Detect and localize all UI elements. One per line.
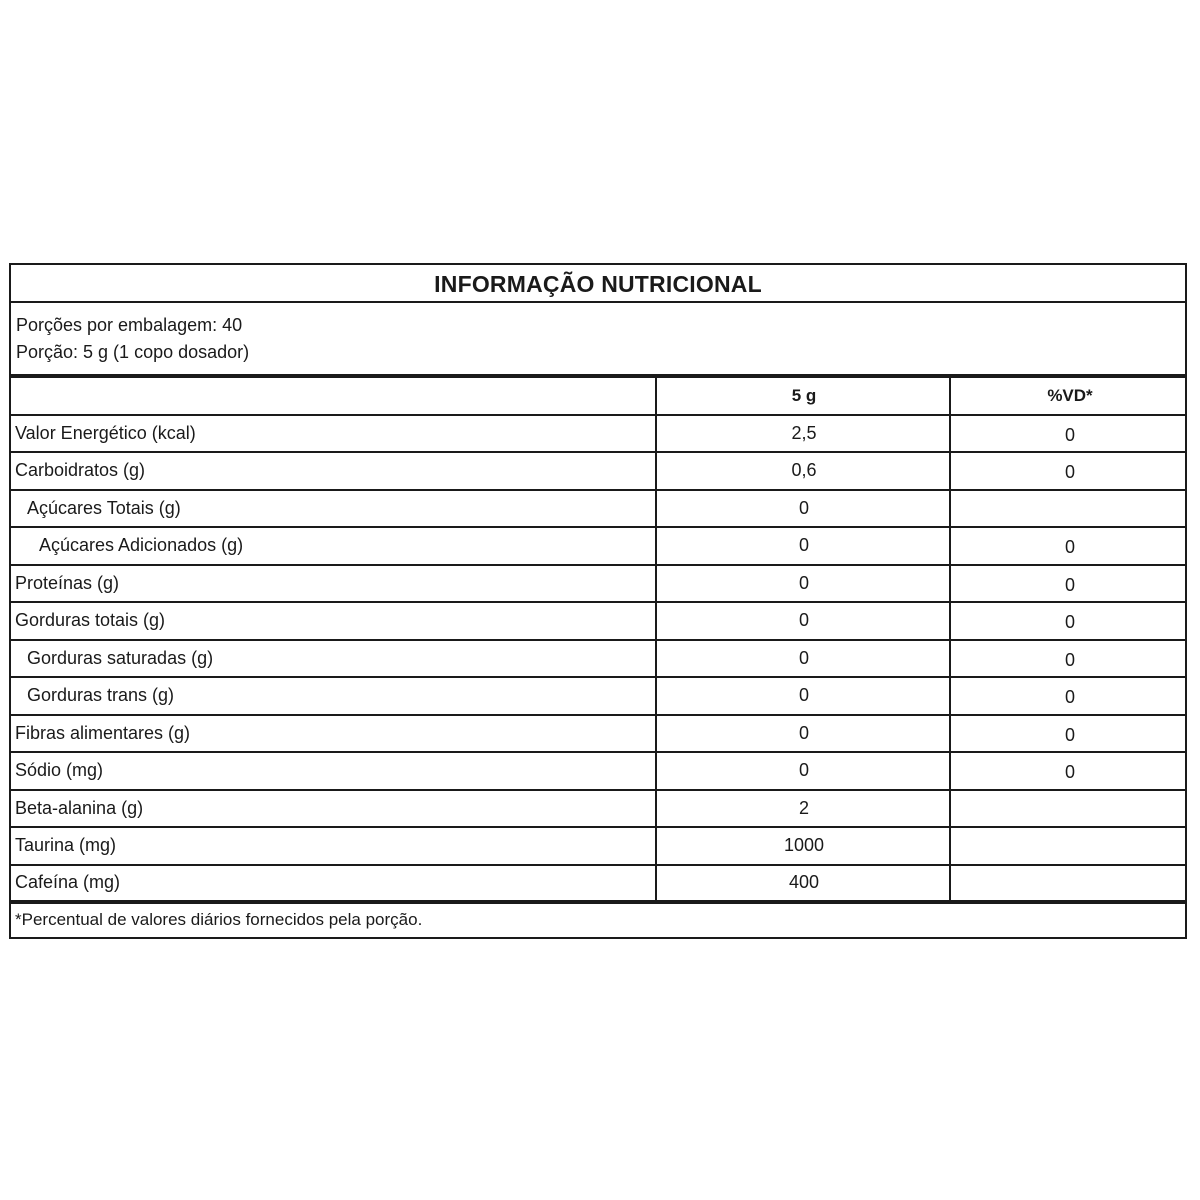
header-nutrient (11, 378, 657, 414)
nutrient-amount: 0 (659, 716, 951, 752)
nutrient-name: Proteínas (g) (11, 566, 657, 602)
nutrient-daily-value: 0 (1064, 687, 1075, 708)
table-row (11, 603, 1185, 641)
panel-title: INFORMAÇÃO NUTRICIONAL (11, 265, 1185, 303)
serving-size: Porção: 5 g (1 copo dosador) (16, 342, 250, 362)
nutrient-amount: 2 (659, 791, 951, 827)
nutrient-amount: 0 (659, 678, 951, 714)
nutrient-amount: 0 (659, 753, 951, 789)
table-row (11, 416, 1185, 454)
nutrient-amount: 0 (659, 528, 951, 564)
nutrient-name: Valor Energético (kcal) (11, 416, 657, 452)
nutrition-table (11, 378, 1185, 904)
nutrient-amount: 0 (659, 566, 951, 602)
header-daily-value: %VD* (1047, 385, 1093, 405)
table-row (11, 491, 1185, 529)
table-row (11, 453, 1185, 491)
portion-info (11, 303, 1185, 378)
table-row (11, 678, 1185, 716)
nutrient-amount: 0 (659, 603, 951, 639)
nutrient-daily-value: 0 (1064, 574, 1075, 595)
servings-per-package: Porções por embalagem: 40 (16, 315, 243, 335)
nutrient-name: Açúcares Adicionados (g) (11, 528, 657, 564)
nutrient-name: Gorduras saturadas (g) (11, 641, 657, 677)
nutrient-amount: 1000 (659, 828, 951, 864)
nutrient-name: Beta-alanina (g) (11, 791, 657, 827)
nutrient-daily-value: 0 (1064, 612, 1075, 633)
nutrition-facts-panel (9, 263, 1187, 939)
table-row (11, 528, 1185, 566)
nutrient-name: Açúcares Totais (g) (11, 491, 657, 527)
nutrient-name: Gorduras totais (g) (11, 603, 657, 639)
nutrient-daily-value: 0 (1064, 537, 1075, 558)
table-row (11, 791, 1185, 829)
nutrient-amount: 400 (659, 866, 951, 900)
table-row (11, 753, 1185, 791)
nutrient-name: Sódio (mg) (11, 753, 657, 789)
table-header-row (11, 378, 1185, 416)
nutrient-daily-value: 0 (1064, 762, 1075, 783)
nutrient-daily-value: 0 (1064, 649, 1075, 670)
nutrient-daily-value (953, 791, 1187, 827)
nutrient-daily-value: 0 (1064, 424, 1075, 445)
nutrient-daily-value: 0 (1064, 724, 1075, 745)
footnote: *Percentual de valores diários fornecidos pela porção. (15, 910, 423, 929)
table-row (11, 641, 1185, 679)
nutrient-name: Gorduras trans (g) (11, 678, 657, 714)
nutrient-amount: 2,5 (659, 416, 951, 452)
nutrient-amount: 0 (659, 491, 951, 527)
table-row (11, 566, 1185, 604)
nutrient-name: Fibras alimentares (g) (11, 716, 657, 752)
nutrient-daily-value: 0 (1064, 462, 1075, 483)
nutrient-daily-value (953, 866, 1187, 900)
table-row (11, 716, 1185, 754)
nutrient-amount: 0,6 (659, 453, 951, 489)
nutrient-name: Carboidratos (g) (11, 453, 657, 489)
nutrient-name: Taurina (mg) (11, 828, 657, 864)
nutrient-daily-value (953, 828, 1187, 864)
nutrient-name: Cafeína (mg) (11, 866, 657, 900)
nutrient-amount: 0 (659, 641, 951, 677)
header-amount: 5 g (659, 378, 951, 414)
table-row (11, 828, 1185, 866)
nutrient-daily-value (953, 491, 1187, 527)
table-row (11, 866, 1185, 904)
